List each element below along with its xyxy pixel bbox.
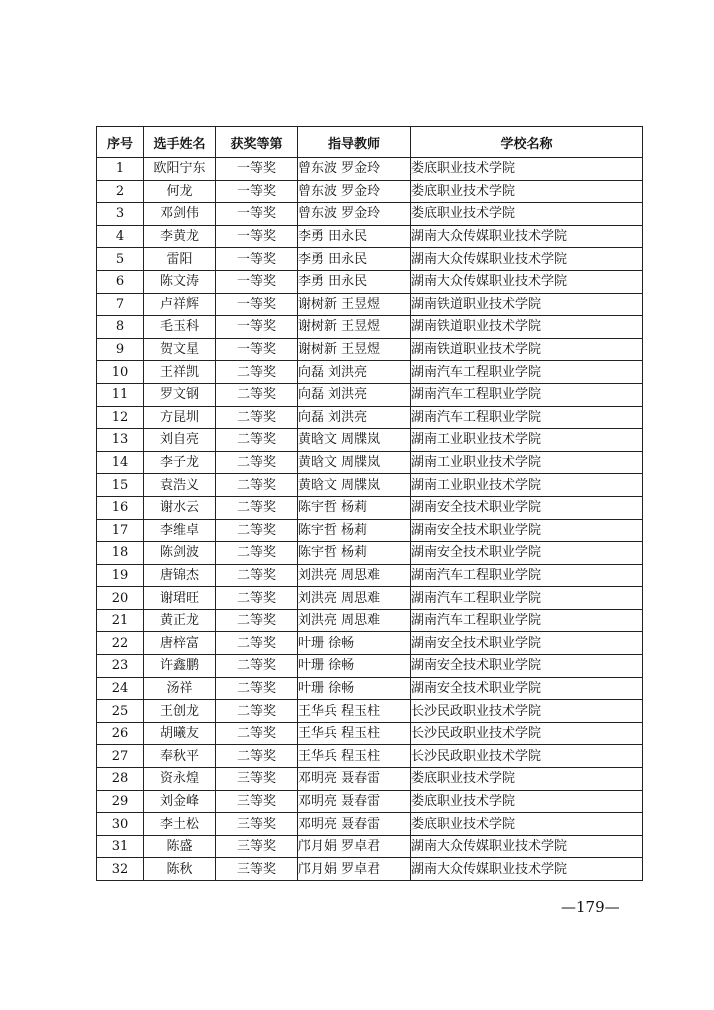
cell-award-level: 二等奖 [216, 519, 298, 542]
table-row [97, 813, 643, 836]
cell-school: 湖南汽车工程职业学院 [411, 609, 643, 632]
cell-school: 湖南安全技术职业学院 [411, 632, 643, 655]
cell-contestant: 陈盛 [144, 835, 216, 858]
cell-school: 湖南汽车工程职业学院 [411, 587, 643, 610]
cell-serial: 11 [97, 383, 144, 406]
cell-serial: 22 [97, 632, 144, 655]
cell-instructor: 叶珊 徐畅 [298, 655, 411, 678]
cell-instructor: 向磊 刘洪亮 [298, 383, 411, 406]
cell-contestant: 唐梓富 [144, 632, 216, 655]
cell-award-level: 二等奖 [216, 722, 298, 745]
cell-school: 湖南汽车工程职业学院 [411, 564, 643, 587]
table-row [97, 338, 643, 361]
table-row [97, 542, 643, 565]
cell-school: 娄底职业技术学院 [411, 790, 643, 813]
cell-serial: 32 [97, 858, 144, 881]
cell-contestant: 资永煌 [144, 768, 216, 791]
cell-award-level: 二等奖 [216, 451, 298, 474]
cell-award-level: 三等奖 [216, 858, 298, 881]
table-row [97, 587, 643, 610]
cell-school: 湖南汽车工程职业学院 [411, 383, 643, 406]
header-contestant: 选手姓名 [144, 127, 216, 158]
cell-school: 娄底职业技术学院 [411, 158, 643, 181]
cell-contestant: 王祥凯 [144, 361, 216, 384]
table-row [97, 316, 643, 339]
cell-award-level: 二等奖 [216, 677, 298, 700]
cell-award-level: 二等奖 [216, 542, 298, 565]
cell-contestant: 贺文星 [144, 338, 216, 361]
cell-award-level: 一等奖 [216, 158, 298, 181]
header-instructor: 指导教师 [298, 127, 411, 158]
cell-contestant: 刘自亮 [144, 429, 216, 452]
table-header [97, 127, 643, 158]
cell-instructor: 陈宇哲 杨莉 [298, 496, 411, 519]
cell-instructor: 邓明亮 聂春雷 [298, 768, 411, 791]
cell-school: 娄底职业技术学院 [411, 813, 643, 836]
cell-school: 湖南大众传媒职业技术学院 [411, 248, 643, 271]
cell-serial: 28 [97, 768, 144, 791]
cell-school: 湖南安全技术职业学院 [411, 496, 643, 519]
cell-contestant: 谢水云 [144, 496, 216, 519]
cell-serial: 10 [97, 361, 144, 384]
cell-award-level: 二等奖 [216, 655, 298, 678]
cell-contestant: 邓剑伟 [144, 203, 216, 226]
table-row [97, 564, 643, 587]
cell-contestant: 黄正龙 [144, 609, 216, 632]
table-row [97, 293, 643, 316]
cell-award-level: 一等奖 [216, 338, 298, 361]
table-row [97, 745, 643, 768]
cell-contestant: 卢祥辉 [144, 293, 216, 316]
cell-award-level: 二等奖 [216, 587, 298, 610]
cell-school: 湖南汽车工程职业学院 [411, 361, 643, 384]
cell-school: 娄底职业技术学院 [411, 203, 643, 226]
table-row [97, 406, 643, 429]
header-school: 学校名称 [411, 127, 643, 158]
cell-instructor: 谢树新 王昱煜 [298, 293, 411, 316]
cell-award-level: 二等奖 [216, 429, 298, 452]
table-row [97, 429, 643, 452]
cell-serial: 13 [97, 429, 144, 452]
cell-contestant: 李黄龙 [144, 225, 216, 248]
cell-contestant: 许鑫鹏 [144, 655, 216, 678]
cell-instructor: 黄晗文 周牒岚 [298, 451, 411, 474]
cell-serial: 8 [97, 316, 144, 339]
cell-contestant: 奉秋平 [144, 745, 216, 768]
cell-serial: 1 [97, 158, 144, 181]
cell-school: 湖南安全技术职业学院 [411, 542, 643, 565]
table-row [97, 835, 643, 858]
cell-instructor: 邓明亮 聂春雷 [298, 813, 411, 836]
table-row [97, 451, 643, 474]
cell-serial: 27 [97, 745, 144, 768]
header-serial: 序号 [97, 127, 144, 158]
table-row [97, 180, 643, 203]
table-row [97, 270, 643, 293]
table-row [97, 722, 643, 745]
cell-serial: 17 [97, 519, 144, 542]
table-row [97, 361, 643, 384]
table-row [97, 609, 643, 632]
cell-contestant: 汤祥 [144, 677, 216, 700]
cell-school: 湖南铁道职业技术学院 [411, 316, 643, 339]
cell-school: 娄底职业技术学院 [411, 768, 643, 791]
cell-school: 湖南工业职业技术学院 [411, 429, 643, 452]
cell-school: 湖南大众传媒职业技术学院 [411, 270, 643, 293]
cell-contestant: 袁浩义 [144, 474, 216, 497]
cell-contestant: 何龙 [144, 180, 216, 203]
cell-serial: 9 [97, 338, 144, 361]
cell-award-level: 二等奖 [216, 496, 298, 519]
cell-contestant: 胡曦友 [144, 722, 216, 745]
cell-contestant: 刘金峰 [144, 790, 216, 813]
cell-award-level: 一等奖 [216, 270, 298, 293]
cell-instructor: 叶珊 徐畅 [298, 677, 411, 700]
cell-contestant: 方昆圳 [144, 406, 216, 429]
cell-instructor: 李勇 田永民 [298, 270, 411, 293]
table-row [97, 768, 643, 791]
header-row [97, 127, 643, 158]
cell-contestant: 王创龙 [144, 700, 216, 723]
cell-instructor: 邝月娟 罗卓君 [298, 835, 411, 858]
cell-school: 湖南工业职业技术学院 [411, 451, 643, 474]
cell-serial: 16 [97, 496, 144, 519]
cell-award-level: 一等奖 [216, 248, 298, 271]
cell-award-level: 三等奖 [216, 768, 298, 791]
cell-contestant: 毛玉科 [144, 316, 216, 339]
cell-school: 湖南安全技术职业学院 [411, 519, 643, 542]
table-row [97, 225, 643, 248]
cell-instructor: 刘洪亮 周思难 [298, 609, 411, 632]
cell-serial: 2 [97, 180, 144, 203]
table-row [97, 383, 643, 406]
cell-award-level: 一等奖 [216, 180, 298, 203]
cell-school: 湖南大众传媒职业技术学院 [411, 225, 643, 248]
table-row [97, 158, 643, 181]
cell-contestant: 李维卓 [144, 519, 216, 542]
table-row [97, 519, 643, 542]
table-row [97, 474, 643, 497]
table-row [97, 677, 643, 700]
cell-instructor: 曾东波 罗金玲 [298, 180, 411, 203]
cell-award-level: 二等奖 [216, 609, 298, 632]
cell-school: 湖南安全技术职业学院 [411, 677, 643, 700]
cell-instructor: 向磊 刘洪亮 [298, 406, 411, 429]
cell-serial: 3 [97, 203, 144, 226]
cell-serial: 6 [97, 270, 144, 293]
cell-contestant: 陈文涛 [144, 270, 216, 293]
cell-instructor: 邓明亮 聂春雷 [298, 790, 411, 813]
table-row [97, 790, 643, 813]
cell-serial: 31 [97, 835, 144, 858]
cell-serial: 20 [97, 587, 144, 610]
cell-contestant: 雷阳 [144, 248, 216, 271]
cell-award-level: 一等奖 [216, 316, 298, 339]
cell-serial: 19 [97, 564, 144, 587]
cell-instructor: 曾东波 罗金玲 [298, 158, 411, 181]
table-row [97, 858, 643, 881]
cell-school: 湖南汽车工程职业学院 [411, 406, 643, 429]
cell-contestant: 唐锦杰 [144, 564, 216, 587]
cell-instructor: 谢树新 王昱煜 [298, 316, 411, 339]
cell-serial: 12 [97, 406, 144, 429]
cell-serial: 29 [97, 790, 144, 813]
cell-serial: 15 [97, 474, 144, 497]
cell-award-level: 二等奖 [216, 700, 298, 723]
cell-school: 湖南工业职业技术学院 [411, 474, 643, 497]
cell-serial: 24 [97, 677, 144, 700]
cell-school: 长沙民政职业技术学院 [411, 700, 643, 723]
cell-contestant: 罗文钢 [144, 383, 216, 406]
cell-contestant: 李子龙 [144, 451, 216, 474]
cell-instructor: 黄晗文 周牒岚 [298, 474, 411, 497]
table-body [97, 158, 643, 881]
cell-school: 湖南铁道职业技术学院 [411, 338, 643, 361]
page-number: —179— [561, 898, 620, 916]
cell-award-level: 二等奖 [216, 745, 298, 768]
cell-instructor: 刘洪亮 周思难 [298, 564, 411, 587]
cell-instructor: 曾东波 罗金玲 [298, 203, 411, 226]
cell-serial: 4 [97, 225, 144, 248]
cell-instructor: 李勇 田永民 [298, 248, 411, 271]
cell-instructor: 叶珊 徐畅 [298, 632, 411, 655]
cell-instructor: 陈宇哲 杨莉 [298, 519, 411, 542]
table-row [97, 655, 643, 678]
cell-award-level: 一等奖 [216, 225, 298, 248]
cell-instructor: 黄晗文 周牒岚 [298, 429, 411, 452]
cell-serial: 7 [97, 293, 144, 316]
cell-instructor: 邝月娟 罗卓君 [298, 858, 411, 881]
cell-instructor: 陈宇哲 杨莉 [298, 542, 411, 565]
cell-serial: 23 [97, 655, 144, 678]
cell-contestant: 陈秋 [144, 858, 216, 881]
cell-contestant: 陈剑波 [144, 542, 216, 565]
cell-award-level: 三等奖 [216, 813, 298, 836]
cell-school: 娄底职业技术学院 [411, 180, 643, 203]
cell-instructor: 谢树新 王昱煜 [298, 338, 411, 361]
cell-school: 长沙民政职业技术学院 [411, 745, 643, 768]
cell-contestant: 欧阳宁东 [144, 158, 216, 181]
cell-award-level: 三等奖 [216, 835, 298, 858]
cell-award-level: 二等奖 [216, 406, 298, 429]
cell-award-level: 二等奖 [216, 361, 298, 384]
cell-instructor: 王华兵 程玉柱 [298, 722, 411, 745]
cell-contestant: 谢珺旺 [144, 587, 216, 610]
cell-serial: 14 [97, 451, 144, 474]
cell-serial: 25 [97, 700, 144, 723]
table-row [97, 700, 643, 723]
cell-school: 湖南大众传媒职业技术学院 [411, 835, 643, 858]
cell-school: 长沙民政职业技术学院 [411, 722, 643, 745]
cell-instructor: 李勇 田永民 [298, 225, 411, 248]
cell-serial: 26 [97, 722, 144, 745]
cell-serial: 30 [97, 813, 144, 836]
table-row [97, 203, 643, 226]
cell-award-level: 三等奖 [216, 790, 298, 813]
cell-school: 湖南大众传媒职业技术学院 [411, 858, 643, 881]
cell-serial: 21 [97, 609, 144, 632]
cell-instructor: 王华兵 程玉柱 [298, 700, 411, 723]
header-award-level: 获奖等第 [216, 127, 298, 158]
cell-school: 湖南铁道职业技术学院 [411, 293, 643, 316]
awards-table [96, 126, 643, 881]
table-row [97, 248, 643, 271]
cell-award-level: 二等奖 [216, 383, 298, 406]
cell-serial: 5 [97, 248, 144, 271]
cell-instructor: 王华兵 程玉柱 [298, 745, 411, 768]
cell-contestant: 李土松 [144, 813, 216, 836]
table-row [97, 496, 643, 519]
cell-serial: 18 [97, 542, 144, 565]
table-row [97, 632, 643, 655]
cell-school: 湖南安全技术职业学院 [411, 655, 643, 678]
cell-award-level: 二等奖 [216, 474, 298, 497]
cell-instructor: 向磊 刘洪亮 [298, 361, 411, 384]
cell-award-level: 二等奖 [216, 632, 298, 655]
cell-award-level: 一等奖 [216, 293, 298, 316]
cell-award-level: 一等奖 [216, 203, 298, 226]
cell-instructor: 刘洪亮 周思难 [298, 587, 411, 610]
cell-award-level: 二等奖 [216, 564, 298, 587]
